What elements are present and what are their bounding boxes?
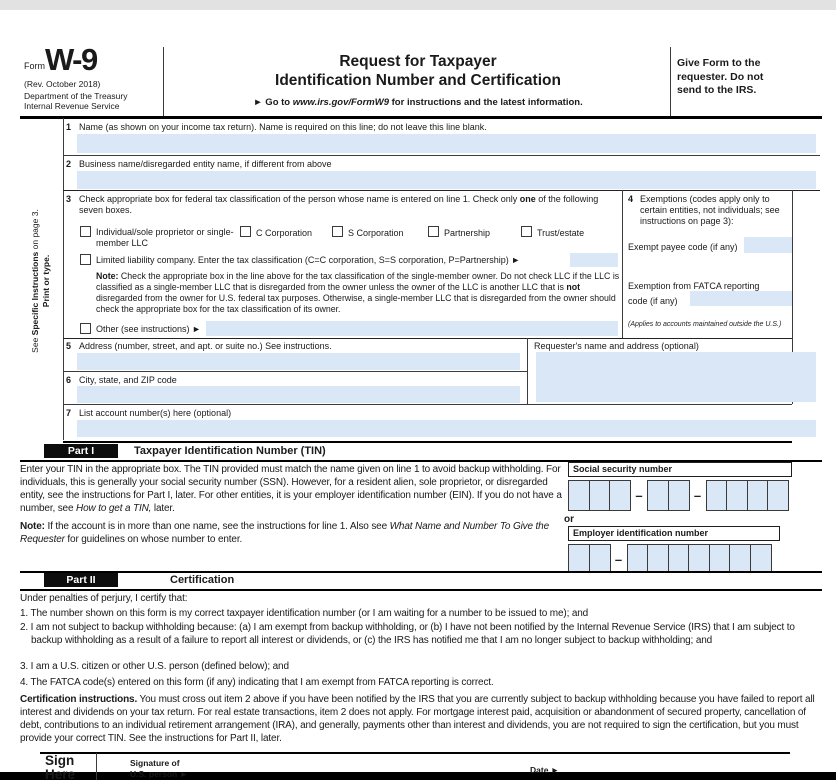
checkbox-s-corporation[interactable] — [332, 226, 343, 237]
irs-url: www.irs.gov/FormW9 — [292, 97, 389, 108]
ein-label-box: Employer identification number — [568, 526, 780, 541]
checkbox-trust-estate[interactable] — [521, 226, 532, 237]
department-label: Department of the Treasury — [24, 91, 128, 101]
part1-title: Taxpayer Identification Number (TIN) — [134, 445, 326, 457]
line2-label: Business name/disregarded entity name, if different from above — [79, 159, 332, 169]
ein-dash: – — [614, 552, 623, 567]
print-or-type-rail — [20, 128, 62, 434]
ssn-dash: – — [693, 488, 702, 503]
give-form-note: Give Form to the requester. Do not send to the IRS. — [677, 57, 764, 96]
agency-label: Internal Revenue Service — [24, 101, 120, 111]
line3-number: 3 — [66, 194, 72, 204]
ssn-digit-cell[interactable] — [568, 480, 590, 511]
section-divider — [622, 190, 623, 338]
goto-arrow-icon: ► Go to — [253, 97, 293, 108]
line4-number: 4 — [628, 194, 634, 204]
part2-top-rule — [20, 571, 822, 573]
part1-paragraph: Enter your TIN in the appropriate box. The TIN provided must match the name given on line 1 to avoid backup withholding. For individuals, this is generally your social security number (SSN). However, for a resident alien, sole proprietor, or disregarded entity, see the instructions for Part I, later. For other entities, it is your employer identification number (EIN). If you do not have a number, see How to get a TIN, later. — [20, 464, 562, 514]
line2-number: 2 — [66, 159, 72, 169]
ein-digit-cell[interactable] — [647, 544, 669, 573]
business-name-input[interactable] — [77, 171, 816, 189]
line3-label: Check appropriate box for federal tax classification of the person whose name is entered on line 1. Check only one of the following seven boxes. — [79, 194, 599, 215]
rail-see-instructions: See Specific Instructions on page 3. — [30, 209, 40, 353]
fatca-label-line1: Exemption from FATCA reporting — [628, 281, 760, 291]
ssn-digit-cell[interactable] — [726, 480, 748, 511]
part1-instructions — [20, 464, 562, 546]
part1-note: Note: If the account is in more than one name, see the instructions for line 1. Also see What Name and Number To Give the Requester for guidelines on whose number to enter. — [20, 520, 549, 545]
requester-divider — [527, 338, 528, 404]
form-title-line2: Identification Number and Certification — [275, 72, 561, 89]
exempt-payee-label: Exempt payee code (if any) — [628, 242, 738, 252]
ssn-digit-cell[interactable] — [589, 480, 611, 511]
applies-note: (Applies to accounts maintained outside the U.S.) — [628, 321, 782, 328]
checkbox-c-corporation-label: C Corporation — [256, 228, 313, 238]
header-divider-right — [670, 47, 671, 116]
ein-digit-cell[interactable] — [729, 544, 751, 573]
checkbox-llc[interactable] — [80, 254, 91, 265]
checkbox-llc-label: Limited liability company. Enter the tax classification (C=C corporation, S=S corporation, P=Partnership) ► — [96, 255, 521, 265]
checkbox-partnership-label: Partnership — [444, 228, 491, 238]
form-title-block — [170, 52, 666, 108]
rail-border — [63, 118, 64, 440]
part1-top-rule — [63, 441, 792, 443]
row-divider — [63, 404, 792, 405]
certification-item-2: 2. I am not subject to backup withholding because: (a) I am exempt from backup withholding, or (b) I have not been notified by the Internal Revenue Service (IRS) that I am subject to backup withholding as a result of a failure to report all interest or dividends, or (c) the IRS has notified me that I am no longer subject to backup withholding; and — [20, 622, 795, 646]
line7-number: 7 — [66, 408, 72, 418]
account-numbers-input[interactable] — [77, 420, 816, 437]
ein-digit-cell[interactable] — [750, 544, 772, 573]
checkbox-other[interactable] — [80, 323, 91, 334]
or-label: or — [564, 514, 574, 525]
viewer-top-edge — [0, 0, 836, 10]
ssn-dash: – — [635, 488, 643, 503]
ssn-digit-cell[interactable] — [767, 480, 789, 511]
line1-label: Name (as shown on your income tax return). Name is required on this line; do not leave this line blank. — [79, 122, 487, 132]
ssn-label-box: Social security number — [568, 462, 792, 477]
form-word: Form — [24, 61, 45, 71]
certification-instructions: Certification instructions. You must cross out item 2 above if you have been notified by the IRS that you are currently subject to backup withholding because you have failed to report all interest and dividends on your tax return. For real estate transactions, item 2 does not apply. For mortgage interest paid, acquisition or abandonment of secured property, cancellation of debt, contributions to an individual retirement arrangement (IRA), and generally, payments other than interest and dividends, you are not required to sign the certification, but you must provide your correct TIN. See the instructions for Part II, later. — [20, 694, 815, 744]
fatca-code-input[interactable] — [690, 291, 793, 306]
certification-item-3: 3. I am a U.S. citizen or other U.S. person (defined below); and — [20, 661, 289, 672]
ein-digit-cell[interactable] — [589, 544, 611, 573]
ssn-digit-cell[interactable] — [706, 480, 728, 511]
address-input[interactable] — [77, 353, 520, 370]
checkbox-trust-estate-label: Trust/estate — [537, 228, 585, 238]
checkbox-individual-label: Individual/sole proprietor or single-member LLC — [96, 227, 234, 248]
checkbox-other-label: Other (see instructions) ► — [96, 324, 201, 334]
line1-number: 1 — [66, 122, 72, 132]
line5-number: 5 — [66, 341, 72, 351]
name-input[interactable] — [77, 134, 816, 153]
form-revision: (Rev. October 2018) — [24, 79, 101, 89]
header-divider-left — [163, 47, 164, 116]
form-title-line1: Request for Taxpayer — [339, 53, 497, 70]
checkbox-c-corporation[interactable] — [240, 226, 251, 237]
city-state-zip-input[interactable] — [77, 386, 520, 403]
signature-label: Signature of U.S. person ► — [130, 758, 189, 779]
ein-digit-cell[interactable] — [627, 544, 649, 573]
fatca-label-line2: code (if any) — [628, 296, 678, 306]
ein-digit-cell[interactable] — [688, 544, 710, 573]
header-bottom-rule — [20, 116, 822, 119]
certification-item-1: 1. The number shown on this form is my correct taxpayer identification number (or I am waiting for a number to be issued to me); and — [20, 608, 589, 619]
line5-label: Address (number, street, and apt. or suite no.) See instructions. — [79, 341, 332, 351]
ssn-digit-cell[interactable] — [668, 480, 690, 511]
row-divider — [63, 155, 820, 156]
checkbox-s-corporation-label: S Corporation — [348, 228, 404, 238]
line3-note: Note: Check the appropriate box in the line above for the tax classification of the single-member owner. Do not check LLC if the LLC is classified as a single-member LLC that is disregarded from the owner unless the owner of the LLC is another LLC that is not disregarded from the owner for U.S. federal tax purposes. Otherwise, a single-member LLC that is disregarded from the owner should check the appropriate box for the tax classification of its owner. — [96, 271, 620, 314]
ssn-digit-cell[interactable] — [647, 480, 669, 511]
checkbox-partnership[interactable] — [428, 226, 439, 237]
line4-label: Exemptions (codes apply only to certain entities, not individuals; see instructions on page 3): — [640, 194, 780, 226]
llc-classification-input[interactable] — [570, 253, 618, 267]
ein-digit-cell[interactable] — [668, 544, 690, 573]
other-input[interactable] — [206, 321, 618, 336]
row-divider — [63, 190, 820, 191]
ein-digit-cell[interactable] — [568, 544, 590, 573]
ein-digit-cell[interactable] — [709, 544, 731, 573]
certification-item-4: 4. The FATCA code(s) entered on this form (if any) indicating that I am exempt from FATCA reporting is correct. — [20, 677, 494, 688]
checkbox-individual-sole-proprietor[interactable] — [80, 226, 91, 237]
viewer-bottom-edge — [0, 772, 836, 780]
ssn-digit-cell[interactable] — [609, 480, 631, 511]
row-divider — [63, 371, 527, 372]
line7-label: List account number(s) here (optional) — [79, 408, 232, 418]
part2-header-rule — [20, 589, 822, 591]
ssn-input-boxes — [568, 480, 789, 511]
rail-print-or-type: Print or type. — [41, 254, 51, 308]
row-divider — [63, 338, 792, 339]
goto-instructions: ► Go to www.irs.gov/FormW9 for instructions and the latest information. — [253, 97, 583, 108]
ssn-digit-cell[interactable] — [747, 480, 769, 511]
part2-title: Certification — [170, 574, 235, 586]
line6-number: 6 — [66, 375, 72, 385]
sign-here-label: Sign Here — [45, 753, 76, 782]
sign-divider — [96, 753, 97, 780]
part2-badge: Part II — [44, 573, 118, 587]
requester-label: Requester's name and address (optional) — [534, 341, 699, 351]
line6-label: City, state, and ZIP code — [79, 375, 177, 385]
part1-badge: Part I — [44, 444, 118, 458]
form-number: W-9 — [45, 42, 97, 77]
exempt-payee-input[interactable] — [744, 237, 792, 253]
perjury-statement: Under penalties of perjury, I certify that: — [20, 593, 188, 604]
sign-top-rule — [40, 752, 790, 754]
form-title — [170, 52, 666, 90]
date-label: Date ► — [530, 765, 560, 775]
requester-input[interactable] — [536, 352, 816, 402]
